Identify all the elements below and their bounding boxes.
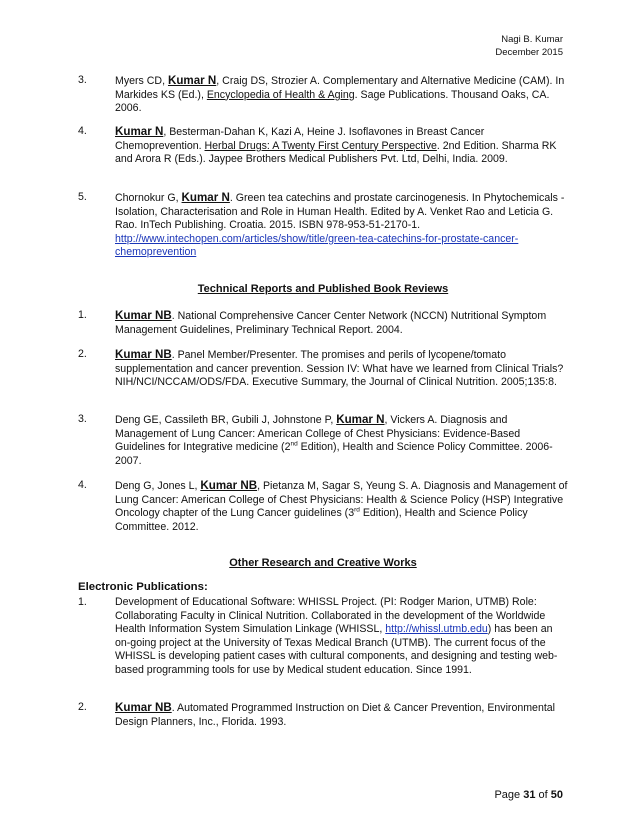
entry-text: Development of Educational Software: WHISSL Project. (PI: Rodger Marion, UTMB) Role: Collaborating Faculty in Clinical Nutrition. Collaborated in the development of the Worldwide Health Information System Simulation Linkage (WHISSL, (115, 596, 546, 636)
chapter-link[interactable]: http://www.intechopen.com/articles/show/title/green-tea-catechins-for-prostate-cancer-chemoprevention (115, 232, 519, 259)
whissl-link[interactable]: http://whissl.utmb.edu (385, 623, 488, 636)
section-title-other-research: Other Research and Creative Works (229, 557, 417, 569)
page-total: 50 (550, 789, 563, 801)
superscript: nd (290, 440, 298, 448)
entry-number: 2. (78, 701, 87, 713)
entry-text: . National Comprehensive Cancer Center Network (NCCN) Nutritional Symptom Management Guidelines, Preliminary Technical Report. 2004. (115, 310, 547, 336)
entry-text: , Craig DS, Strozier A. Complementary and Alternative Medicine (CAM). In Markides KS (Ed.), (115, 75, 565, 101)
book-title: Encyclopedia of Health & Aging (206, 88, 355, 101)
page-number: 31 (523, 789, 536, 801)
page-footer (494, 789, 563, 801)
header-date: December 2015 (495, 47, 563, 58)
tech-report-entry (78, 309, 568, 337)
entry-text: , Pietanza M, Sagar S, Yeung S. A. Diagnosis and Management of Lung Cancer: American College of Chest Physicians: Health & Science Policy (HSP) Integrative Oncology chapter of the Lung Cancer guidelines (3 (115, 480, 568, 520)
section-title-tech-reports: Technical Reports and Published Book Reviews (197, 283, 449, 295)
entry-text: Edition), Health and Science Policy Committee. 2006-2007. (115, 441, 553, 467)
entry-text: . Sage Publications. Thousand Oaks, CA. 2006. (115, 88, 550, 115)
tech-report-entry (78, 413, 568, 468)
entry-text: Chornokur G, (115, 192, 182, 204)
author-name: Kumar NB (115, 348, 172, 361)
book-title: Herbal Drugs: A Twenty First Century Perspective (204, 139, 437, 152)
electronic-publication-entry (78, 701, 568, 729)
entry-number: 4. (78, 125, 87, 137)
author-name: Kumar NB (200, 479, 258, 492)
entry-text: . Automated Programmed Instruction on Diet & Cancer Prevention, Environmental Design Planners, Inc., Florida. 1993. (115, 702, 556, 728)
entry-text: . Green tea catechins and prostate carcinogenesis. In Phytochemicals - Isolation, Characterisation and Role in Human Health. Edited by A. Venket Rao and Leticia G. Rao. InTech Publishing. Croatia. 2015. ISBN 978-953-51-2170-1. (115, 192, 565, 232)
entry-number: 3. (78, 413, 87, 425)
entry-number: 1. (78, 596, 87, 608)
author-name: Kumar NB (115, 701, 172, 714)
page-header (495, 33, 563, 59)
tech-report-entry (78, 348, 568, 390)
entry-number: 3. (78, 74, 87, 86)
entry-text: Edition), Health and Science Policy Committee. 2012. (115, 507, 528, 533)
entry-text: Deng G, Jones L, (115, 480, 201, 492)
header-name: Nagi B. Kumar (501, 34, 563, 45)
page-of-label: of (535, 789, 551, 801)
entry-number: 4. (78, 479, 87, 491)
entry-number: 5. (78, 191, 87, 203)
author-name: Kumar N (336, 413, 385, 426)
entry-text: , Vickers A. Diagnosis and Management of Lung Cancer: American College of Chest Physicians: Evidence-Based Guidelines for Integrative medicine (2 (115, 414, 521, 454)
tech-report-entry (78, 479, 568, 534)
entry-text: . Panel Member/Presenter. The promises and perils of lycopene/tomato supplementation and cancer prevention. Session IV: What have we learned from Clinical Trials? NIH/NCI/NCCAM/ODS/FDA. Executive Summary, the Journal of Clinical Nutrition. 2005;135:8. (115, 349, 564, 389)
author-name: Kumar NB (115, 309, 172, 322)
entry-number: 1. (78, 309, 87, 321)
entry-text: . 2nd Edition. Sharma RK and Arora R (Eds.). Jaypee Brothers Medical Publishers Pvt. Ltd, Delhi, India. 2009. (115, 139, 557, 166)
book-chapter-entry (78, 125, 568, 167)
superscript: rd (354, 506, 360, 514)
entry-number: 2. (78, 348, 87, 360)
entry-text: , Besterman-Dahan K, Kazi A, Heine J. Isoflavones in Breast Cancer Chemoprevention. (115, 126, 485, 152)
entry-text: ) has been an on-going project at the University of Texas Medical Branch (UTMB). The current focus of the WHISSL is developing patient cases with cultural components, and designing and testing web-based programming tools for use by Medical student education. Since 1991. (115, 623, 558, 676)
entry-text: Myers CD, (115, 75, 168, 87)
author-name: Kumar N (115, 125, 164, 138)
subsection-title-electronic: Electronic Publications: (78, 581, 208, 593)
author-name: Kumar N (181, 191, 230, 204)
page-label: Page (494, 789, 524, 801)
electronic-publication-entry (78, 596, 568, 678)
book-chapter-entry (78, 191, 568, 260)
entry-text: Deng GE, Cassileth BR, Gubili J, Johnstone P, (115, 414, 337, 426)
author-name: Kumar N (167, 74, 217, 87)
book-chapter-entry (78, 74, 568, 116)
